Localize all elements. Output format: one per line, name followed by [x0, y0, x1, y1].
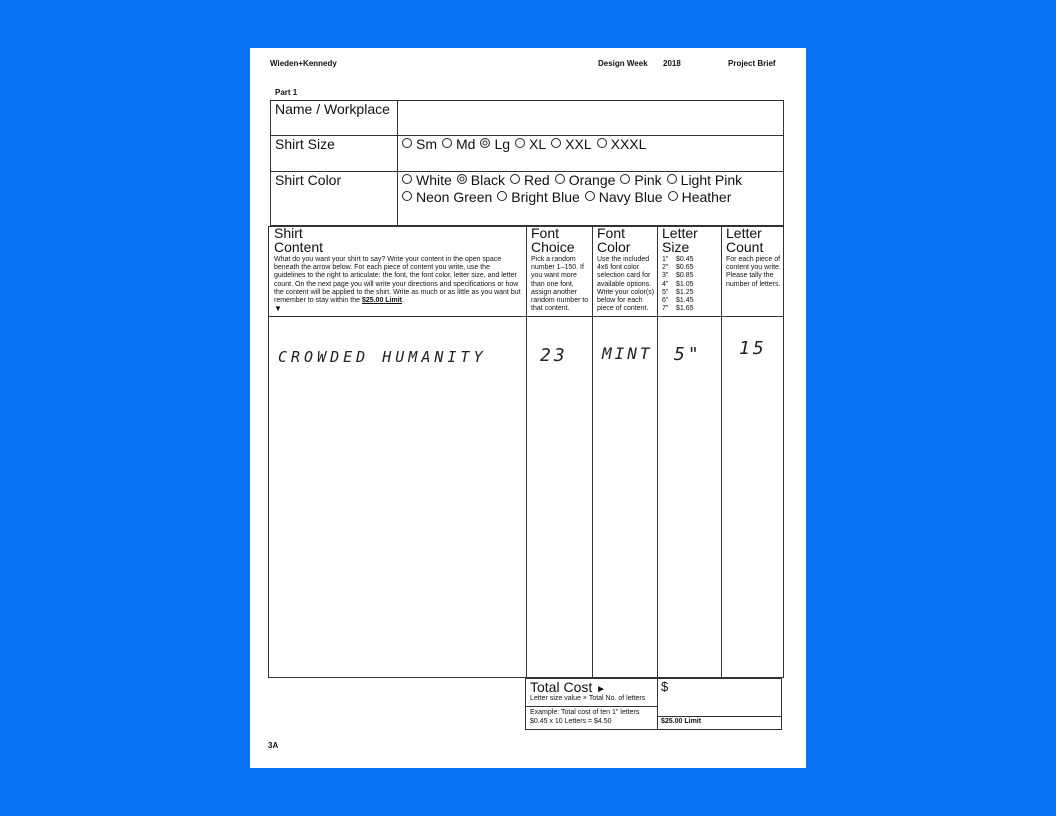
price-row	[662, 256, 720, 264]
size-option[interactable]	[442, 136, 475, 152]
arrow-right-icon: ►	[596, 684, 607, 695]
price-value: $1.65	[676, 305, 694, 313]
letter-count-header: Letter Count	[726, 225, 764, 255]
size-option[interactable]	[480, 136, 510, 152]
part-label: Part 1	[275, 88, 298, 97]
radio-icon[interactable]	[402, 138, 412, 148]
page-number: 3A	[268, 741, 279, 750]
content-header: Shirt Content	[274, 225, 324, 255]
size-option[interactable]	[402, 136, 437, 152]
color-option[interactable]	[667, 172, 742, 188]
radio-icon[interactable]	[402, 174, 412, 184]
entry-letter-size[interactable]: 5"	[674, 344, 702, 365]
radio-icon[interactable]	[668, 191, 678, 201]
total-example-line2: $0.45 x 10 Letters = $4.50	[530, 718, 612, 725]
price-size: 3"	[662, 272, 669, 280]
radio-icon[interactable]	[402, 191, 412, 201]
entry-letter-count[interactable]: 15	[739, 338, 767, 359]
color-option-label: White	[416, 172, 452, 188]
total-formula: Letter size value × Total No. of letters	[530, 695, 646, 702]
total-amount-field[interactable]	[670, 679, 780, 715]
color-label: Shirt Color	[275, 172, 342, 188]
size-option-label: XL	[529, 136, 547, 152]
price-row	[662, 297, 720, 305]
price-row	[662, 281, 720, 289]
size-option-label: XXXL	[610, 136, 647, 152]
radio-icon[interactable]	[667, 174, 677, 184]
price-size: 6"	[662, 297, 669, 305]
total-limit: $25.00 Limit	[661, 718, 702, 725]
color-option[interactable]	[585, 189, 663, 205]
color-option-label: Light Pink	[680, 172, 743, 188]
total-cost-label: Total Cost ►	[530, 679, 607, 695]
content-note: What do you want your shirt to say? Write your content in the open space beneath the arrow below. For each piece of content you write, use the guidelines to the right to articulate: the font, the font color, letter size, and letter count. On the next page you will write your directions and specifications or how the content will be applied to the shirt. Write as much or as little as you want but remember to stay within the $25.00 Limit. ▼	[274, 256, 521, 314]
price-row	[662, 305, 720, 313]
font-color-header: Font Color	[597, 225, 631, 255]
color-option[interactable]	[402, 189, 492, 205]
radio-icon[interactable]	[510, 174, 520, 184]
price-value: $1.25	[676, 288, 694, 296]
price-value: $1.05	[676, 280, 694, 288]
size-option[interactable]	[597, 136, 647, 152]
radio-icon[interactable]	[497, 191, 507, 201]
color-option[interactable]	[497, 189, 579, 205]
price-value: $0.85	[676, 272, 694, 280]
letter-size-header: Letter Size	[662, 225, 698, 255]
size-label: Shirt Size	[275, 136, 335, 152]
price-size: 1"	[662, 256, 669, 263]
color-option[interactable]	[620, 172, 661, 188]
price-size: 5"	[662, 288, 669, 296]
event-year: 2018	[663, 59, 681, 68]
total-example-line1: Example: Total cost of ten 1" letters	[530, 709, 640, 716]
price-value: $1.45	[676, 297, 694, 305]
price-row	[662, 289, 720, 297]
letter-count-note: For each piece of content you write. Please tally the number of letters.	[726, 256, 781, 288]
radio-icon[interactable]	[597, 138, 607, 148]
entry-font-color[interactable]: MINT	[602, 344, 653, 363]
price-value: $0.65	[676, 264, 694, 272]
radio-selected-icon[interactable]	[480, 138, 490, 148]
price-size: 7"	[662, 305, 669, 313]
size-option-label: Md	[456, 136, 476, 152]
color-option-label: Navy Blue	[598, 189, 663, 205]
color-option-label: Neon Green	[416, 189, 493, 205]
price-row	[662, 264, 720, 272]
arrow-down-icon: ▼	[274, 304, 282, 314]
radio-selected-icon[interactable]	[457, 174, 467, 184]
name-label: Name / Workplace	[275, 101, 390, 117]
size-option-label: Lg	[494, 136, 511, 152]
doc-type: Project Brief	[728, 59, 776, 68]
form-sheet	[250, 48, 806, 768]
radio-icon[interactable]	[442, 138, 452, 148]
radio-icon[interactable]	[555, 174, 565, 184]
price-row	[662, 272, 720, 280]
font-color-note: Use the included 4x6 font color selection card for available options. Write your color(s) below for each piece of content.	[597, 256, 655, 313]
color-option-label: Pink	[634, 172, 662, 188]
color-option-label: Orange	[568, 172, 616, 188]
color-options-row2	[402, 189, 736, 205]
name-field[interactable]	[398, 101, 783, 135]
color-option[interactable]	[668, 189, 732, 205]
letter-size-price-list	[662, 256, 720, 313]
color-option[interactable]	[510, 172, 550, 188]
font-choice-header: Font Choice	[531, 225, 575, 255]
entry-content[interactable]: CROWDED HUMANITY	[278, 348, 487, 366]
radio-icon[interactable]	[551, 138, 561, 148]
radio-icon[interactable]	[515, 138, 525, 148]
radio-icon[interactable]	[620, 174, 630, 184]
color-option-label: Red	[524, 172, 550, 188]
entry-font-choice[interactable]: 23	[540, 345, 568, 366]
size-option[interactable]	[551, 136, 591, 152]
size-option-label: XXL	[565, 136, 592, 152]
brand-name: Wieden+Kennedy	[270, 59, 337, 68]
event-name: Design Week	[598, 59, 648, 68]
color-option[interactable]	[457, 172, 505, 188]
font-choice-note: Pick a random number 1–150. If you want more than one font, assign another random number to that content.	[531, 256, 589, 313]
size-option-label: Sm	[416, 136, 437, 152]
radio-icon[interactable]	[585, 191, 595, 201]
color-option-label: Heather	[681, 189, 732, 205]
color-option[interactable]	[555, 172, 616, 188]
price-size: 2"	[662, 264, 669, 272]
size-option[interactable]	[515, 136, 546, 152]
size-options	[402, 136, 651, 152]
color-options-row1	[402, 172, 747, 188]
color-option-label: Bright Blue	[511, 189, 580, 205]
price-value: $0.45	[676, 256, 694, 263]
color-option[interactable]	[402, 172, 452, 188]
price-size: 4"	[662, 280, 669, 288]
color-option-label: Black	[470, 172, 506, 188]
total-currency: $	[661, 679, 669, 694]
